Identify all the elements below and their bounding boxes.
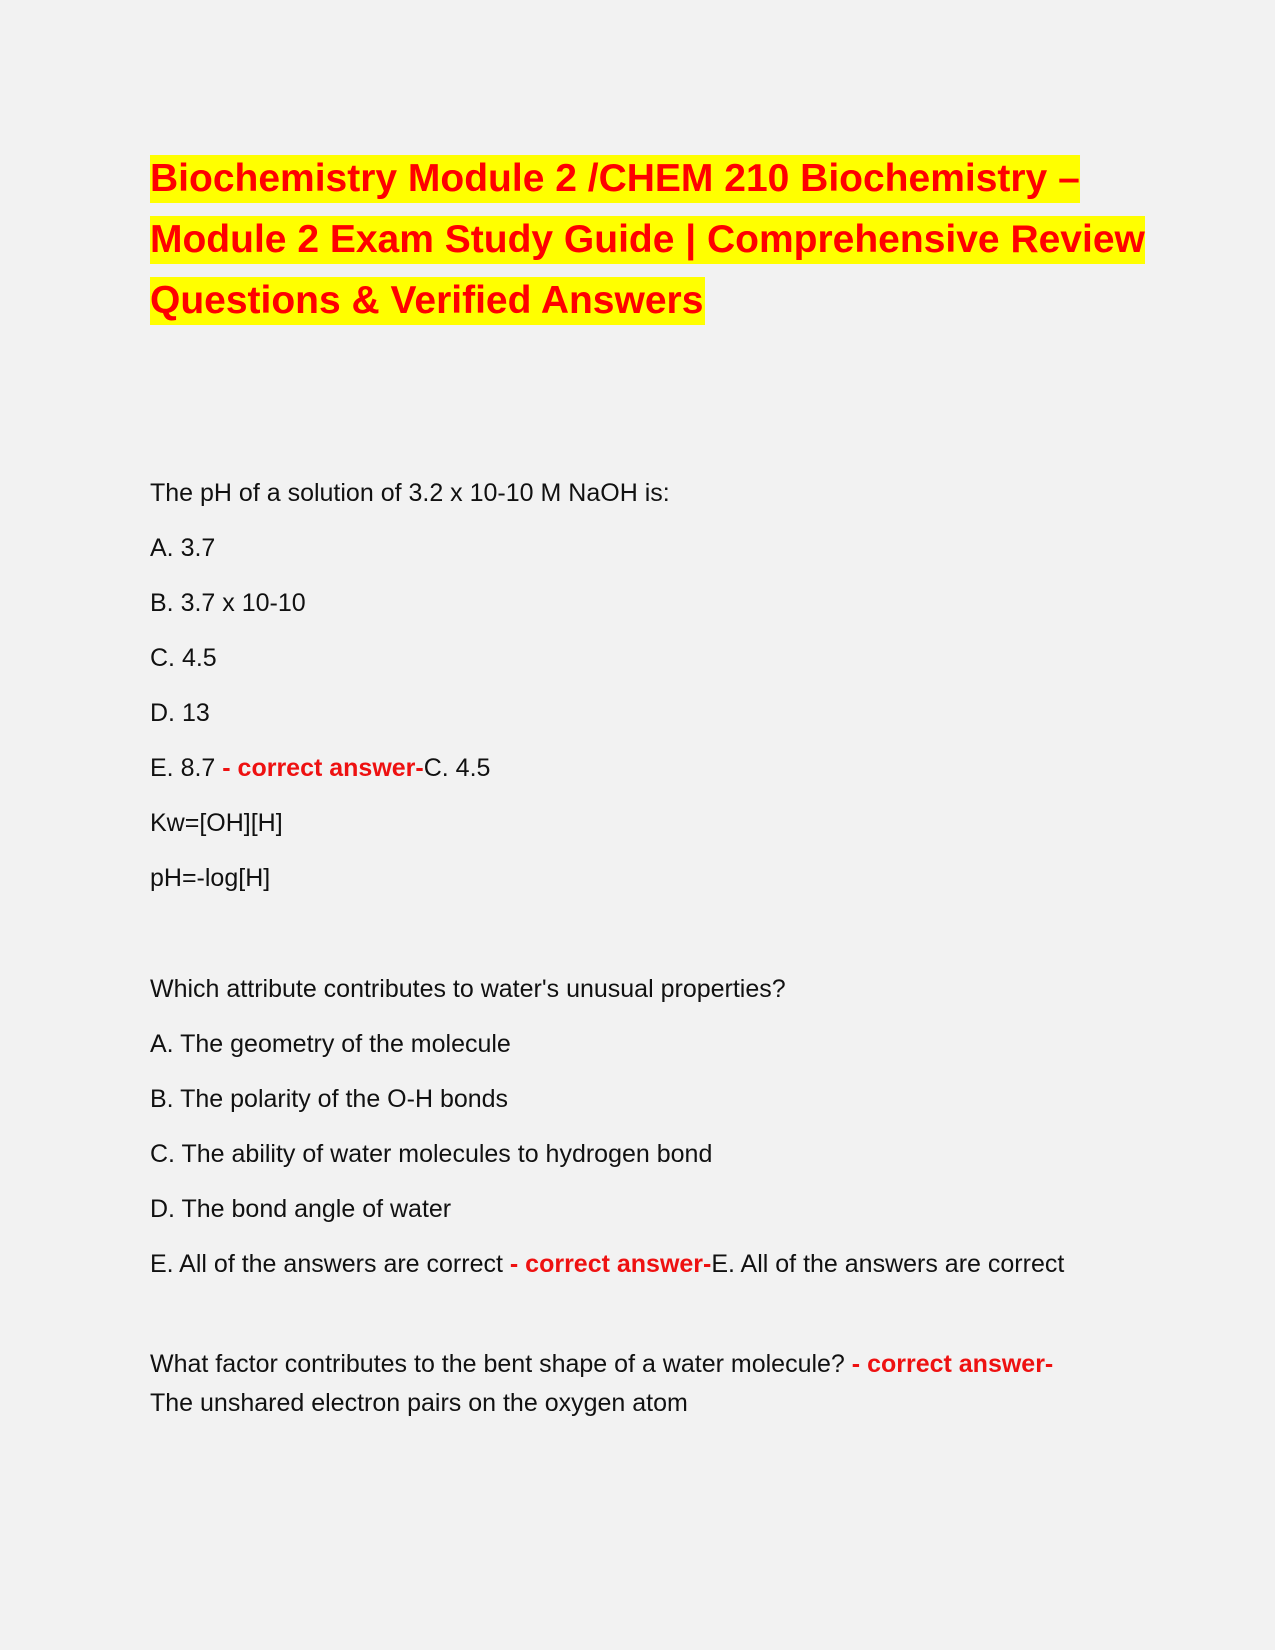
option-e-text: E. 8.7 <box>150 754 223 782</box>
correct-answer: The unshared electron pairs on the oxygen atom <box>150 1389 688 1417</box>
page-title <box>150 148 1150 331</box>
question-with-answer <box>150 1345 1150 1423</box>
option-c: C. 4.5 <box>150 644 217 672</box>
option-d: D. The bond angle of water <box>150 1195 452 1223</box>
option-c: C. The ability of water molecules to hydrogen bond <box>150 1140 713 1168</box>
correct-answer: E. All of the answers are correct <box>711 1250 1065 1278</box>
question-text: The pH of a solution of 3.2 x 10-10 M NaOH is: <box>150 479 670 507</box>
question-text: Which attribute contributes to water's unusual properties? <box>150 975 786 1003</box>
title-highlight: Biochemistry Module 2 /CHEM 210 Biochemistry – Module 2 Exam Study Guide | Comprehensive Review Questions & Verified Answers <box>150 155 1145 325</box>
document-page <box>150 148 1150 1417</box>
option-d: D. 13 <box>150 699 210 727</box>
option-e-text: E. All of the answers are correct <box>150 1250 510 1278</box>
option-e <box>150 1237 1150 1292</box>
option-b: B. 3.7 x 10-10 <box>150 589 306 617</box>
correct-answer-marker: - correct answer- <box>851 1350 1054 1378</box>
note-line: pH=-log[H] <box>150 864 271 892</box>
note-line: Kw=[OH][H] <box>150 809 283 837</box>
option-e <box>150 741 1150 796</box>
correct-answer: C. 4.5 <box>423 754 491 782</box>
option-a: A. 3.7 <box>150 534 216 562</box>
correct-answer-marker: - correct answer- <box>222 754 424 782</box>
question-block-3 <box>150 1345 1150 1423</box>
option-b: B. The polarity of the O-H bonds <box>150 1085 509 1113</box>
correct-answer-marker: - correct answer- <box>509 1250 712 1278</box>
question-text: What factor contributes to the bent shape of a water molecule? <box>150 1350 852 1378</box>
question-block-1 <box>150 466 1150 906</box>
option-a: A. The geometry of the molecule <box>150 1030 511 1058</box>
question-block-2 <box>150 962 1150 1292</box>
